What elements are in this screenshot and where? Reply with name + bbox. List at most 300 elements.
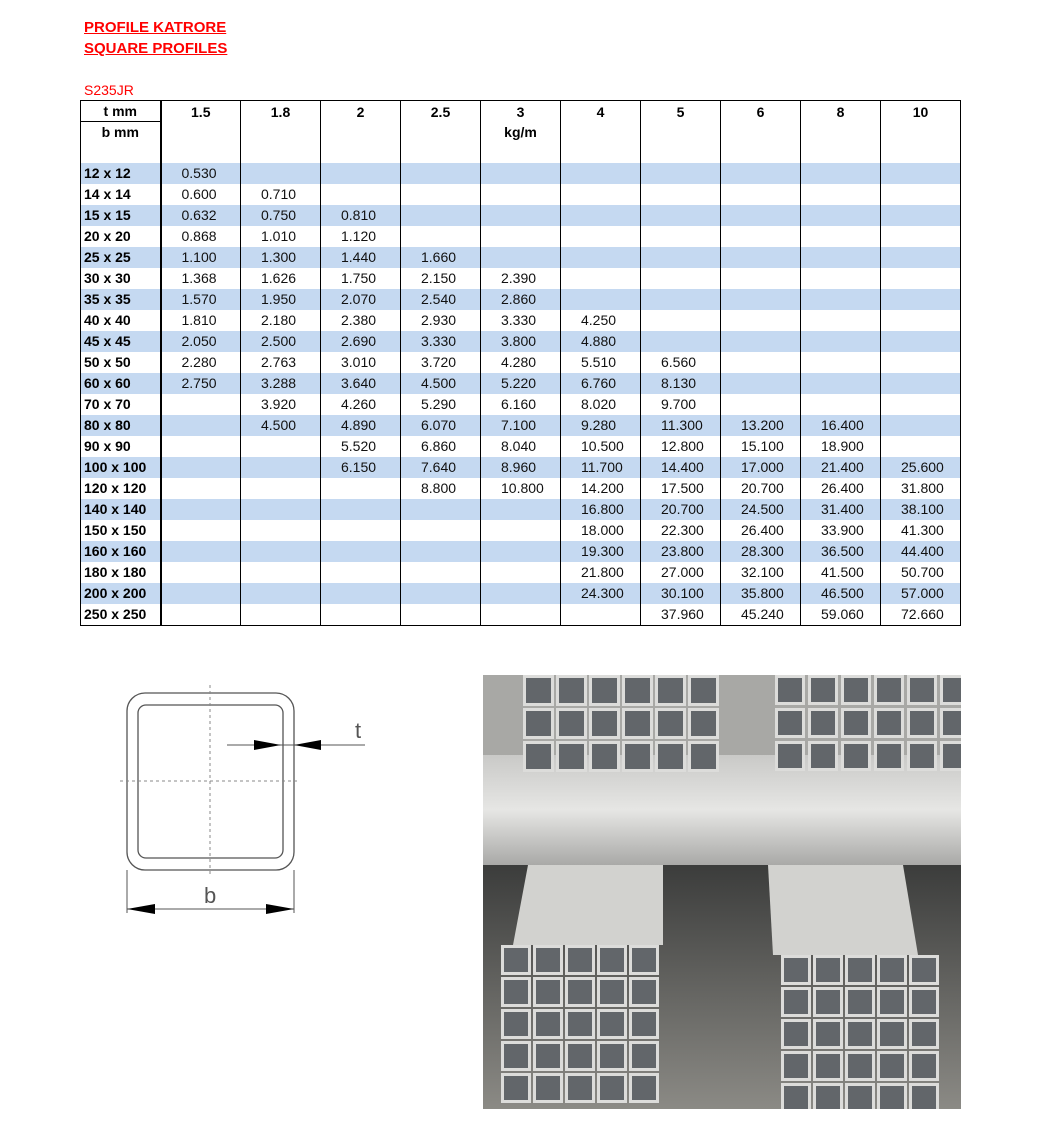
table-row	[81, 436, 961, 457]
weight-cell	[881, 163, 961, 184]
width-label: b	[204, 883, 217, 908]
tube-opening	[526, 711, 551, 736]
weight-cell: 0.868	[161, 226, 241, 247]
weight-cell	[321, 184, 401, 205]
weight-cell	[161, 457, 241, 478]
weight-cell	[881, 415, 961, 436]
weight-cell	[641, 289, 721, 310]
title-english: SQUARE PROFILES	[84, 40, 228, 57]
tube-opening	[912, 990, 936, 1014]
weight-cell: 6.150	[321, 457, 401, 478]
weight-cell: 2.540	[401, 289, 481, 310]
weight-cell: 0.632	[161, 205, 241, 226]
weight-cell	[481, 163, 561, 184]
weight-cell: 25.600	[881, 457, 961, 478]
top-right-tube-stack	[775, 675, 961, 771]
thickness-label: t	[355, 718, 362, 743]
weight-cell	[881, 289, 961, 310]
tube-opening	[844, 744, 868, 768]
weight-cell	[241, 604, 321, 626]
tube-opening	[912, 1022, 936, 1046]
weight-cell	[481, 604, 561, 626]
weight-cell	[241, 562, 321, 583]
weight-cell: 2.500	[241, 331, 321, 352]
tube-opening	[592, 744, 617, 769]
table-row	[81, 289, 961, 310]
weight-cell: 0.710	[241, 184, 321, 205]
weight-cell	[721, 310, 801, 331]
weight-cell: 24.300	[561, 583, 641, 604]
title-albanian: PROFILE KATRORE	[84, 19, 227, 36]
tube-opening	[880, 958, 904, 982]
weight-cell	[241, 457, 321, 478]
weight-cell	[401, 541, 481, 562]
profile-size: 250 x 250	[81, 604, 161, 626]
thickness-arrow-right	[294, 740, 321, 750]
weight-cell	[241, 541, 321, 562]
weight-cell: 41.300	[881, 520, 961, 541]
bottom-left-tube-stack	[501, 945, 659, 1103]
weight-cell: 20.700	[641, 499, 721, 520]
weight-cell: 3.800	[481, 331, 561, 352]
weight-cell: 6.160	[481, 394, 561, 415]
weight-cell	[881, 331, 961, 352]
weight-cell: 3.920	[241, 394, 321, 415]
weight-cell	[641, 268, 721, 289]
weight-cell	[721, 247, 801, 268]
weight-cell: 4.890	[321, 415, 401, 436]
profile-size: 160 x 160	[81, 541, 161, 562]
weight-cell: 18.900	[801, 436, 881, 457]
weight-cell	[481, 541, 561, 562]
weight-cell	[801, 184, 881, 205]
weight-cell	[241, 499, 321, 520]
weight-cell	[801, 373, 881, 394]
weight-cell: 35.800	[721, 583, 801, 604]
weight-cell	[561, 205, 641, 226]
thickness-arrow-left	[254, 740, 281, 750]
table-row	[81, 247, 961, 268]
header-row-top	[81, 101, 961, 122]
tube-opening	[658, 711, 683, 736]
tube-opening	[811, 744, 835, 768]
tube-opening	[600, 948, 624, 972]
tube-opening	[536, 948, 560, 972]
thickness-header: 4	[561, 101, 641, 164]
weight-cell: 6.070	[401, 415, 481, 436]
tube-opening	[559, 678, 584, 703]
weight-cell: 4.880	[561, 331, 641, 352]
tube-opening	[568, 948, 592, 972]
tube-opening	[632, 1044, 656, 1068]
tube-opening	[504, 980, 528, 1004]
weight-cell: 24.500	[721, 499, 801, 520]
profile-size: 70 x 70	[81, 394, 161, 415]
tube-opening	[816, 1022, 840, 1046]
weight-cell: 8.040	[481, 436, 561, 457]
profile-size: 45 x 45	[81, 331, 161, 352]
tube-opening	[504, 1076, 528, 1100]
weight-cell	[721, 352, 801, 373]
tube-opening	[536, 1076, 560, 1100]
weight-cell	[161, 562, 241, 583]
table-row	[81, 184, 961, 205]
tube-opening	[910, 678, 934, 702]
weight-cell	[161, 541, 241, 562]
weight-cell	[321, 520, 401, 541]
tube-opening	[943, 744, 961, 768]
weight-cell: 6.560	[641, 352, 721, 373]
weight-cell	[641, 226, 721, 247]
weight-cell: 10.500	[561, 436, 641, 457]
weight-cell: 2.860	[481, 289, 561, 310]
table-row	[81, 310, 961, 331]
profile-size: 14 x 14	[81, 184, 161, 205]
weight-cell: 2.930	[401, 310, 481, 331]
tube-opening	[632, 1076, 656, 1100]
table-row	[81, 562, 961, 583]
tube-opening	[778, 711, 802, 735]
tube-opening	[910, 711, 934, 735]
table-row	[81, 604, 961, 626]
profile-size: 50 x 50	[81, 352, 161, 373]
tube-opening	[811, 711, 835, 735]
weight-cell: 45.240	[721, 604, 801, 626]
tube-opening	[526, 678, 551, 703]
weight-cell: 7.100	[481, 415, 561, 436]
weight-cell	[721, 268, 801, 289]
table-row	[81, 352, 961, 373]
tube-opening	[691, 678, 716, 703]
tube-opening	[592, 711, 617, 736]
weight-cell	[481, 583, 561, 604]
tube-opening	[848, 1022, 872, 1046]
weight-cell	[801, 247, 881, 268]
thickness-header: 2	[321, 101, 401, 164]
tube-opening	[816, 990, 840, 1014]
weight-cell: 1.440	[321, 247, 401, 268]
tube-opening	[880, 1054, 904, 1078]
weight-cell: 7.640	[401, 457, 481, 478]
weight-cell: 2.180	[241, 310, 321, 331]
tube-opening	[625, 744, 650, 769]
weight-cell: 13.200	[721, 415, 801, 436]
weight-cell: 15.100	[721, 436, 801, 457]
tube-opening	[811, 678, 835, 702]
weight-cell: 3.640	[321, 373, 401, 394]
weight-cell	[561, 184, 641, 205]
table-row	[81, 394, 961, 415]
tube-opening	[600, 1076, 624, 1100]
thickness-header: 5	[641, 101, 721, 164]
weight-cell	[321, 163, 401, 184]
weight-cell: 9.280	[561, 415, 641, 436]
weight-cell: 1.368	[161, 268, 241, 289]
table-row	[81, 331, 961, 352]
weight-cell: 20.700	[721, 478, 801, 499]
tube-opening	[691, 711, 716, 736]
tube-opening	[816, 1054, 840, 1078]
tube-opening	[912, 1086, 936, 1109]
weight-cell: 36.500	[801, 541, 881, 562]
weight-cell: 26.400	[721, 520, 801, 541]
bottom-right-tube-stack	[781, 955, 939, 1109]
tube-opening	[816, 1086, 840, 1109]
weight-cell: 3.288	[241, 373, 321, 394]
weight-cell: 72.660	[881, 604, 961, 626]
weight-cell: 2.750	[161, 373, 241, 394]
weight-cell	[161, 415, 241, 436]
table-row	[81, 415, 961, 436]
tube-opening	[691, 744, 716, 769]
weight-cell: 33.900	[801, 520, 881, 541]
weight-cell	[801, 226, 881, 247]
tube-opening	[632, 1012, 656, 1036]
weight-cell	[721, 373, 801, 394]
weight-cell	[641, 310, 721, 331]
weight-cell	[881, 184, 961, 205]
width-arrow-left	[127, 904, 155, 914]
weight-cell: 59.060	[801, 604, 881, 626]
size-axis-label: b mm	[81, 122, 161, 163]
tube-opening	[559, 711, 584, 736]
weight-cell: 1.300	[241, 247, 321, 268]
weight-cell: 1.120	[321, 226, 401, 247]
weight-cell: 14.400	[641, 457, 721, 478]
weight-cell: 1.660	[401, 247, 481, 268]
table-row	[81, 205, 961, 226]
weight-cell: 30.100	[641, 583, 721, 604]
tube-opening	[877, 678, 901, 702]
tube-opening	[784, 1086, 808, 1109]
tube-opening	[536, 1012, 560, 1036]
weight-cell: 2.390	[481, 268, 561, 289]
weight-cell	[721, 394, 801, 415]
weight-cell: 2.690	[321, 331, 401, 352]
tube-opening	[778, 678, 802, 702]
weight-cell: 19.300	[561, 541, 641, 562]
weight-cell: 23.800	[641, 541, 721, 562]
weight-cell	[641, 163, 721, 184]
weight-cell: 2.070	[321, 289, 401, 310]
weight-cell	[241, 583, 321, 604]
weight-cell: 3.330	[401, 331, 481, 352]
weight-cell: 9.700	[641, 394, 721, 415]
tube-opening	[848, 1054, 872, 1078]
weight-cell: 1.810	[161, 310, 241, 331]
tube-opening	[880, 1086, 904, 1109]
tube-opening	[912, 1054, 936, 1078]
tube-opening	[784, 958, 808, 982]
weight-cell: 17.500	[641, 478, 721, 499]
weight-cell	[481, 562, 561, 583]
tube-opening	[910, 744, 934, 768]
tube-opening	[844, 711, 868, 735]
weight-cell	[241, 436, 321, 457]
weight-cell: 8.800	[401, 478, 481, 499]
weight-cell: 26.400	[801, 478, 881, 499]
steel-profiles-photo	[483, 675, 961, 1109]
weight-cell: 1.750	[321, 268, 401, 289]
tube-opening	[526, 744, 551, 769]
weight-cell: 6.760	[561, 373, 641, 394]
weight-cell	[881, 268, 961, 289]
weight-cell	[481, 205, 561, 226]
weight-cell: 16.800	[561, 499, 641, 520]
width-arrow-right	[266, 904, 294, 914]
weight-cell: 8.130	[641, 373, 721, 394]
tube-opening	[536, 980, 560, 1004]
weight-cell	[481, 520, 561, 541]
tube-opening	[848, 990, 872, 1014]
weight-cell: 46.500	[801, 583, 881, 604]
table-row	[81, 373, 961, 394]
weight-cell: 5.520	[321, 436, 401, 457]
weight-cell: 8.960	[481, 457, 561, 478]
weight-cell	[801, 289, 881, 310]
weight-cell	[401, 499, 481, 520]
weight-cell: 32.100	[721, 562, 801, 583]
profile-size: 200 x 200	[81, 583, 161, 604]
weight-cell: 2.763	[241, 352, 321, 373]
table-row	[81, 583, 961, 604]
weight-cell	[481, 247, 561, 268]
weight-cell: 0.530	[161, 163, 241, 184]
weight-cell: 10.800	[481, 478, 561, 499]
weight-cell	[321, 604, 401, 626]
tube-opening	[592, 678, 617, 703]
thickness-header: 1.5	[161, 101, 241, 164]
profile-size: 140 x 140	[81, 499, 161, 520]
weight-cell: 28.300	[721, 541, 801, 562]
tube-opening	[625, 678, 650, 703]
weight-cell: 57.000	[881, 583, 961, 604]
weight-cell: 3.720	[401, 352, 481, 373]
weight-cell	[401, 163, 481, 184]
weight-cell	[561, 268, 641, 289]
tube-opening	[816, 958, 840, 982]
weight-cell	[561, 226, 641, 247]
weight-cell	[401, 205, 481, 226]
weight-cell: 27.000	[641, 562, 721, 583]
weight-cell	[721, 289, 801, 310]
weight-cell	[241, 163, 321, 184]
weight-cell: 18.000	[561, 520, 641, 541]
weight-cell: 12.800	[641, 436, 721, 457]
weight-cell: 4.280	[481, 352, 561, 373]
tube-opening	[848, 958, 872, 982]
weight-cell: 37.960	[641, 604, 721, 626]
weight-cell: 2.150	[401, 268, 481, 289]
thickness-header: 1.8	[241, 101, 321, 164]
weight-cell: 2.280	[161, 352, 241, 373]
weight-cell	[641, 331, 721, 352]
weight-cell	[801, 268, 881, 289]
weight-cell: 3.010	[321, 352, 401, 373]
weight-cell: 17.000	[721, 457, 801, 478]
weight-cell: 31.800	[881, 478, 961, 499]
weight-cell: 22.300	[641, 520, 721, 541]
profile-cross-section-diagram	[110, 680, 380, 920]
steel-grade: S235JR	[84, 82, 134, 98]
weight-cell: 0.600	[161, 184, 241, 205]
weight-cell	[801, 163, 881, 184]
profile-size: 90 x 90	[81, 436, 161, 457]
profile-size: 12 x 12	[81, 163, 161, 184]
tube-opening	[632, 980, 656, 1004]
weight-cell	[401, 604, 481, 626]
weight-cell	[161, 499, 241, 520]
table-row	[81, 520, 961, 541]
weight-cell	[161, 583, 241, 604]
weight-cell	[161, 478, 241, 499]
tube-opening	[844, 678, 868, 702]
tube-opening	[568, 1076, 592, 1100]
weight-cell	[561, 163, 641, 184]
thickness-header: 2.5	[401, 101, 481, 164]
weight-cell: 5.290	[401, 394, 481, 415]
tube-opening	[559, 744, 584, 769]
weight-cell	[321, 499, 401, 520]
profile-size: 100 x 100	[81, 457, 161, 478]
profile-size: 120 x 120	[81, 478, 161, 499]
weight-cell: 0.810	[321, 205, 401, 226]
weight-cell	[161, 394, 241, 415]
tube-opening	[912, 958, 936, 982]
profile-size: 40 x 40	[81, 310, 161, 331]
weight-cell: 16.400	[801, 415, 881, 436]
weight-cell: 11.300	[641, 415, 721, 436]
weight-cell: 2.050	[161, 331, 241, 352]
weight-cell: 4.250	[561, 310, 641, 331]
weight-cell	[881, 352, 961, 373]
weight-cell: 1.570	[161, 289, 241, 310]
weight-cell	[241, 478, 321, 499]
weight-cell	[561, 289, 641, 310]
weight-cell	[881, 226, 961, 247]
weight-cell: 38.100	[881, 499, 961, 520]
weight-cell	[721, 184, 801, 205]
tube-opening	[784, 1054, 808, 1078]
tube-opening	[568, 980, 592, 1004]
weight-cell	[561, 247, 641, 268]
weight-cell	[881, 373, 961, 394]
weight-cell: 41.500	[801, 562, 881, 583]
weight-cell	[801, 331, 881, 352]
weight-cell: 5.220	[481, 373, 561, 394]
tube-opening	[568, 1012, 592, 1036]
weight-cell	[241, 520, 321, 541]
tube-opening	[778, 744, 802, 768]
profile-size: 20 x 20	[81, 226, 161, 247]
weight-cell	[161, 520, 241, 541]
weight-cell	[481, 184, 561, 205]
weight-cell	[641, 205, 721, 226]
profile-size: 25 x 25	[81, 247, 161, 268]
tube-opening	[504, 1044, 528, 1068]
weight-table	[80, 100, 961, 626]
thickness-header: 10	[881, 101, 961, 164]
tube-opening	[658, 678, 683, 703]
tube-opening	[536, 1044, 560, 1068]
profile-size: 60 x 60	[81, 373, 161, 394]
table-row	[81, 457, 961, 478]
weight-cell	[401, 562, 481, 583]
profile-size: 80 x 80	[81, 415, 161, 436]
thickness-header: 8	[801, 101, 881, 164]
weight-cell: 1.626	[241, 268, 321, 289]
weight-cell	[401, 226, 481, 247]
